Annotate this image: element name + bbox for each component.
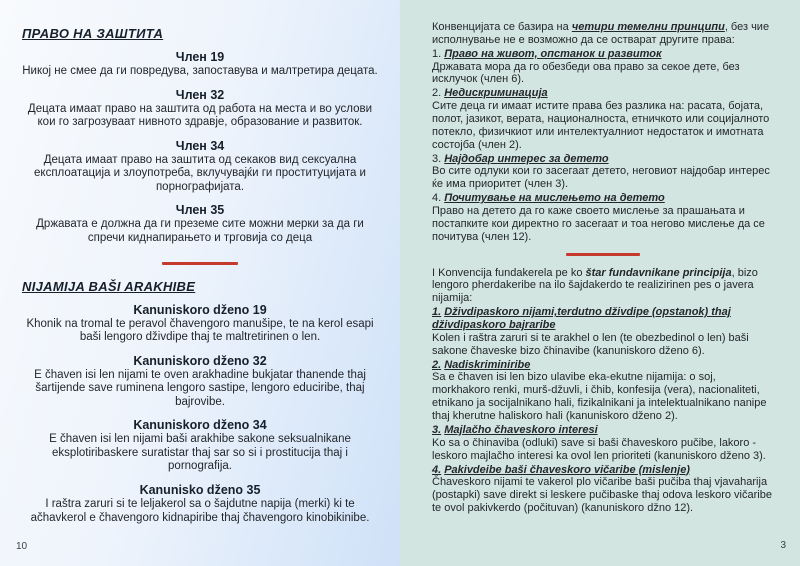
intro-emphasis: четири темелни принципи bbox=[571, 21, 725, 33]
principle-body: Čhaveskoro nijami te vakerol plo vičaribe baši pučiba thaj vjavaharija (postapki) save direkt si leskere pučibaske thaj odova leskoro vičaribe te ovol pakivkerdo (počituvan) (kanuniskoro džno 12). bbox=[432, 476, 772, 515]
principle-number: 1. bbox=[432, 306, 442, 319]
article-title: Член 19 bbox=[175, 50, 225, 64]
right-page bbox=[400, 0, 800, 566]
intro-text: , без чие исполнување не е возможно да се остварат другите права: bbox=[432, 21, 770, 46]
principle-number: 3. bbox=[432, 152, 442, 165]
page-number-right: 3 bbox=[780, 540, 786, 552]
principle-title: 2. Недискриминација bbox=[432, 87, 548, 100]
article-section-32 bbox=[16, 88, 384, 130]
law-title: Kanunisko dženo 35 bbox=[139, 483, 261, 497]
left-page-heading-macedonian: ПРАВО НА ЗАШТИТА bbox=[22, 26, 164, 41]
article-section-19 bbox=[16, 50, 384, 79]
principles-list-macedonian bbox=[432, 48, 773, 244]
principle-item bbox=[432, 192, 773, 243]
intro-paragraph-romani bbox=[432, 267, 773, 306]
law-title: Kanuniskoro dženo 32 bbox=[133, 353, 267, 368]
principle-number: 3. bbox=[432, 423, 442, 436]
left-page-heading-romani: NIJAMIJA BAŠI ARAKHIBE bbox=[22, 278, 196, 294]
principle-body: Ko sa o čhinaviba (odluki) save si baši čhaveskoro pučibe, lakoro - leskoro majlačho interesi ka ovol len prioriteti (kanuniskoro dženo 3). bbox=[432, 436, 766, 462]
principle-body: Sa e čhaven isi len bizo ulavibe eka-ekutne nijamija: o soj, morkhakoro renki, murš-džuvli, i čhib, konfesija (vera), nacionaliteti, etnikano ja socijalnikano hali, fizikalnikani ja intelektualnikano nanipe thaj kherutne haliskoro hali (kanuniskoro dženo 2). bbox=[432, 371, 767, 423]
intro-text: , bizo lengoro pherdakeribe na ilo šajdakerdo te realizirinen pes o javera nijamija: bbox=[432, 266, 758, 305]
intro-emphasis: štar fundavnikane principija bbox=[585, 266, 732, 279]
intro-paragraph-macedonian bbox=[432, 21, 773, 47]
law-section-34 bbox=[16, 418, 384, 474]
law-body: Khonik na tromal te peravol čhavengoro manušipe, te na kerol esapi baši lengoro dživdipe thaj te maltretirinen o len. bbox=[26, 317, 374, 344]
principle-body: Во сите одлуки кои го засегаат детето, неговиот најдобар интерес ќе има приоритет (член 3). bbox=[432, 165, 770, 191]
principles-list-romani bbox=[432, 306, 773, 515]
article-body: Државата е должна да ги преземе сите можни мерки за да ги спречи киднапирањето и трговија со деца bbox=[36, 218, 364, 244]
red-divider bbox=[162, 262, 238, 265]
principle-body: Kolen i raštra zaruri si te arakhel o len (te obezbedinol o len) baši sakone čhaveske bizo čhinavibe (kanuniskoro dženo 6). bbox=[432, 331, 749, 357]
page-number-left: 10 bbox=[16, 541, 28, 552]
principle-title: 4. Почитување на мислењето на детето bbox=[432, 192, 665, 205]
principle-title: 3. Најдобар интерес за детето bbox=[432, 152, 609, 165]
red-divider bbox=[566, 253, 640, 256]
principle-item bbox=[432, 424, 773, 463]
principle-title: 1. Dživdipaskoro nijami,terdutno dživdipe (opstanok) thaj dživdipaskoro bajraribe bbox=[432, 306, 731, 332]
principle-item bbox=[432, 153, 773, 192]
article-title: Член 34 bbox=[175, 138, 225, 153]
principle-body: Државата мора да го обезбеди ова право за секое дете, без исклучок (член 6). bbox=[432, 60, 740, 86]
article-body: Децата имаат право на заштита од секаков вид сексуална експлоатација и злоупотреба, вклучувајќи ги проституцијата и порнографијата. bbox=[34, 153, 366, 193]
principle-number: 4. bbox=[432, 192, 442, 205]
law-section-35 bbox=[16, 483, 384, 525]
intro-text: I Konvencija fundakerela pe ko bbox=[432, 266, 586, 279]
law-section-32 bbox=[16, 354, 384, 410]
principle-title: 1. Право на живот, опстанок и развиток bbox=[432, 47, 662, 60]
principle-item bbox=[432, 48, 773, 87]
law-section-19 bbox=[16, 303, 384, 345]
article-section-34 bbox=[16, 139, 384, 195]
law-title: Kanuniskoro dženo 19 bbox=[133, 302, 267, 317]
article-title: Член 32 bbox=[175, 87, 225, 102]
article-body: Децата имаат право на заштита од работа на места и во услови кои го загрозуваат нивното здравје, образование и развиток. bbox=[27, 102, 373, 129]
principle-number: 4. bbox=[432, 463, 442, 476]
romani-block bbox=[432, 267, 773, 515]
law-body: E čhaven isi len nijami te oven arakhadine bukjatar thanende thaj šartijende save ruminena lengoro sastipe, lengoro educiribe, thaj bajrovibe. bbox=[34, 368, 366, 408]
principle-number: 1. bbox=[432, 47, 442, 60]
principle-body: Сите деца ги имаат истите права без разлика на: расата, бојата, полот, јазикот, верата, националноста, етничкото или социјалното потекло, физичкиот или интелектуалниот недостаток и имотната состојба (член 2). bbox=[432, 100, 770, 151]
principle-number: 2. bbox=[432, 87, 442, 100]
principle-body: Право на детето да го каже своето мислење за прашањата и постапките кои директно го засегаат и тоа негово мислење да се почитува (член 12). bbox=[432, 205, 765, 243]
principle-item bbox=[432, 359, 773, 423]
principle-title: 4. Pakivdeibe baši čhaveskoro vičaribe (mislenje) bbox=[432, 463, 690, 476]
article-title: Член 35 bbox=[175, 203, 225, 218]
principle-number: 2. bbox=[432, 358, 442, 371]
law-body: E čhaven isi len nijami baši arakhibe sakone seksualnikane eksplotiribaskere suratistar thaj sar so si i prostitucija thaj i pornografija. bbox=[49, 433, 351, 473]
article-body: Никој не смее да ги повредува, запоставува и малтретира децата. bbox=[22, 65, 378, 77]
law-body: I raštra zaruri si te leljakerol sa o šajdutne napija (merki) ki te ačhavkerol e čhavengoro kidnapiribe thaj čhavengoro kinobikinibe. bbox=[30, 498, 370, 524]
intro-text: Конвенцијата се базира на bbox=[432, 21, 572, 33]
principle-title: 2. Nadiskriminiribe bbox=[432, 358, 531, 371]
principle-item bbox=[432, 87, 773, 151]
principle-item bbox=[432, 306, 773, 357]
law-title: Kanuniskoro dženo 34 bbox=[133, 418, 267, 433]
principle-item bbox=[432, 464, 773, 515]
principle-title: 3. Majlačho čhaveskoro interesi bbox=[432, 423, 598, 436]
article-section-35 bbox=[16, 203, 384, 245]
